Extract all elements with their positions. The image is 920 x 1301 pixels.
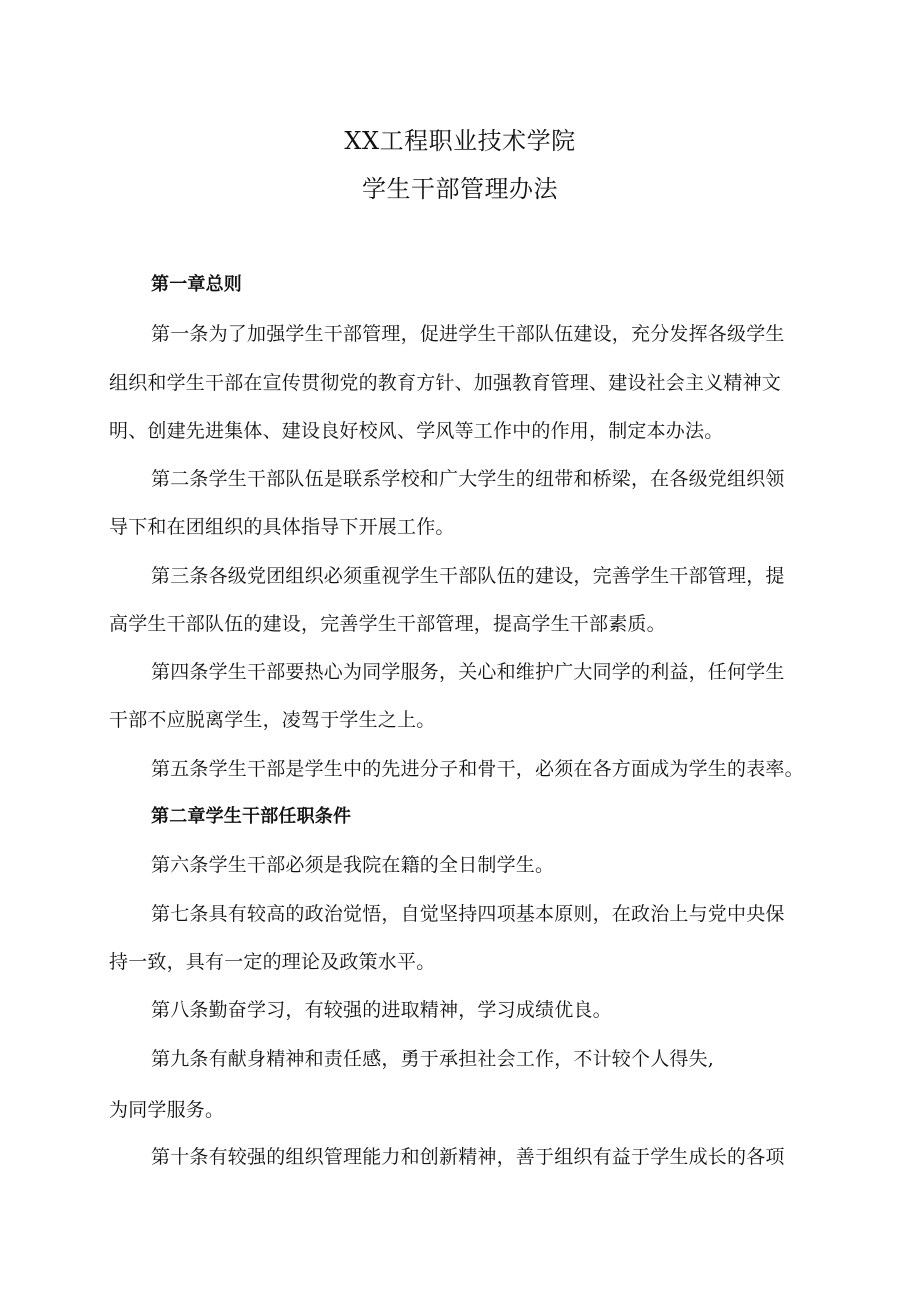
article-9-line-1: 第九条有献身精神和责任感，勇于承担社会工作，不计较个人得失, [151,1048,715,1070]
article-2-line-1: 第二条学生干部队伍是联系学校和广大学生的纽带和桥梁，在各级党组织领 [151,468,785,490]
article-2-line-2: 导下和在团组织的具体指导下开展工作。 [109,516,455,538]
article-1-line-1: 第一条为了加强学生干部管理，促进学生干部队伍建设，充分发挥各级学生 [151,323,785,345]
article-3-line-1: 第三条各级党团组织必须重视学生干部队伍的建设，完善学生干部管理，提 [151,565,785,587]
document-title-institution: XX工程职业技术学院 [344,127,576,155]
article-4-line-2: 干部不应脱离学生，凌驾于学生之上。 [109,709,436,731]
article-1-line-3: 明、创建先进集体、建设良好校风、学风等工作中的作用，制定本办法。 [109,420,724,442]
article-8-line-1: 第八条勤奋学习，有较强的进取精神，学习成绩优良。 [151,999,612,1021]
article-5-line-1: 第五条学生干部是学生中的先进分子和骨干，必须在各方面成为学生的表率。 [151,758,804,780]
article-4-line-1: 第四条学生干部要热心为同学服务，关心和维护广大同学的利益，任何学生 [151,661,785,683]
article-9-line-2: 为同学服务。 [109,1099,225,1121]
document-title-regulation: 学生干部管理办法 [362,175,558,203]
article-6-line-1: 第六条学生干部必须是我院在籍的全日制学生。 [151,854,555,876]
article-3-line-2: 高学生干部队伍的建设，完善学生干部管理，提高学生干部素质。 [109,613,666,635]
article-7-line-2: 持一致，具有一定的理论及政策水平。 [109,951,436,973]
article-7-line-1: 第七条具有较高的政治觉悟，自觉坚持四项基本原则，在政治上与党中央保 [151,903,785,925]
article-10-line-1: 第十条有较强的组织管理能力和创新精神，善于组织有益于学生成长的各项 [151,1146,785,1168]
chapter-1-heading: 第一章总则 [151,274,242,295]
article-1-line-2: 组织和学生干部在宣传贯彻党的教育方针、加强教育管理、建设社会主义精神文 [109,372,782,394]
chapter-2-heading: 第二章学生干部任职条件 [151,806,352,827]
